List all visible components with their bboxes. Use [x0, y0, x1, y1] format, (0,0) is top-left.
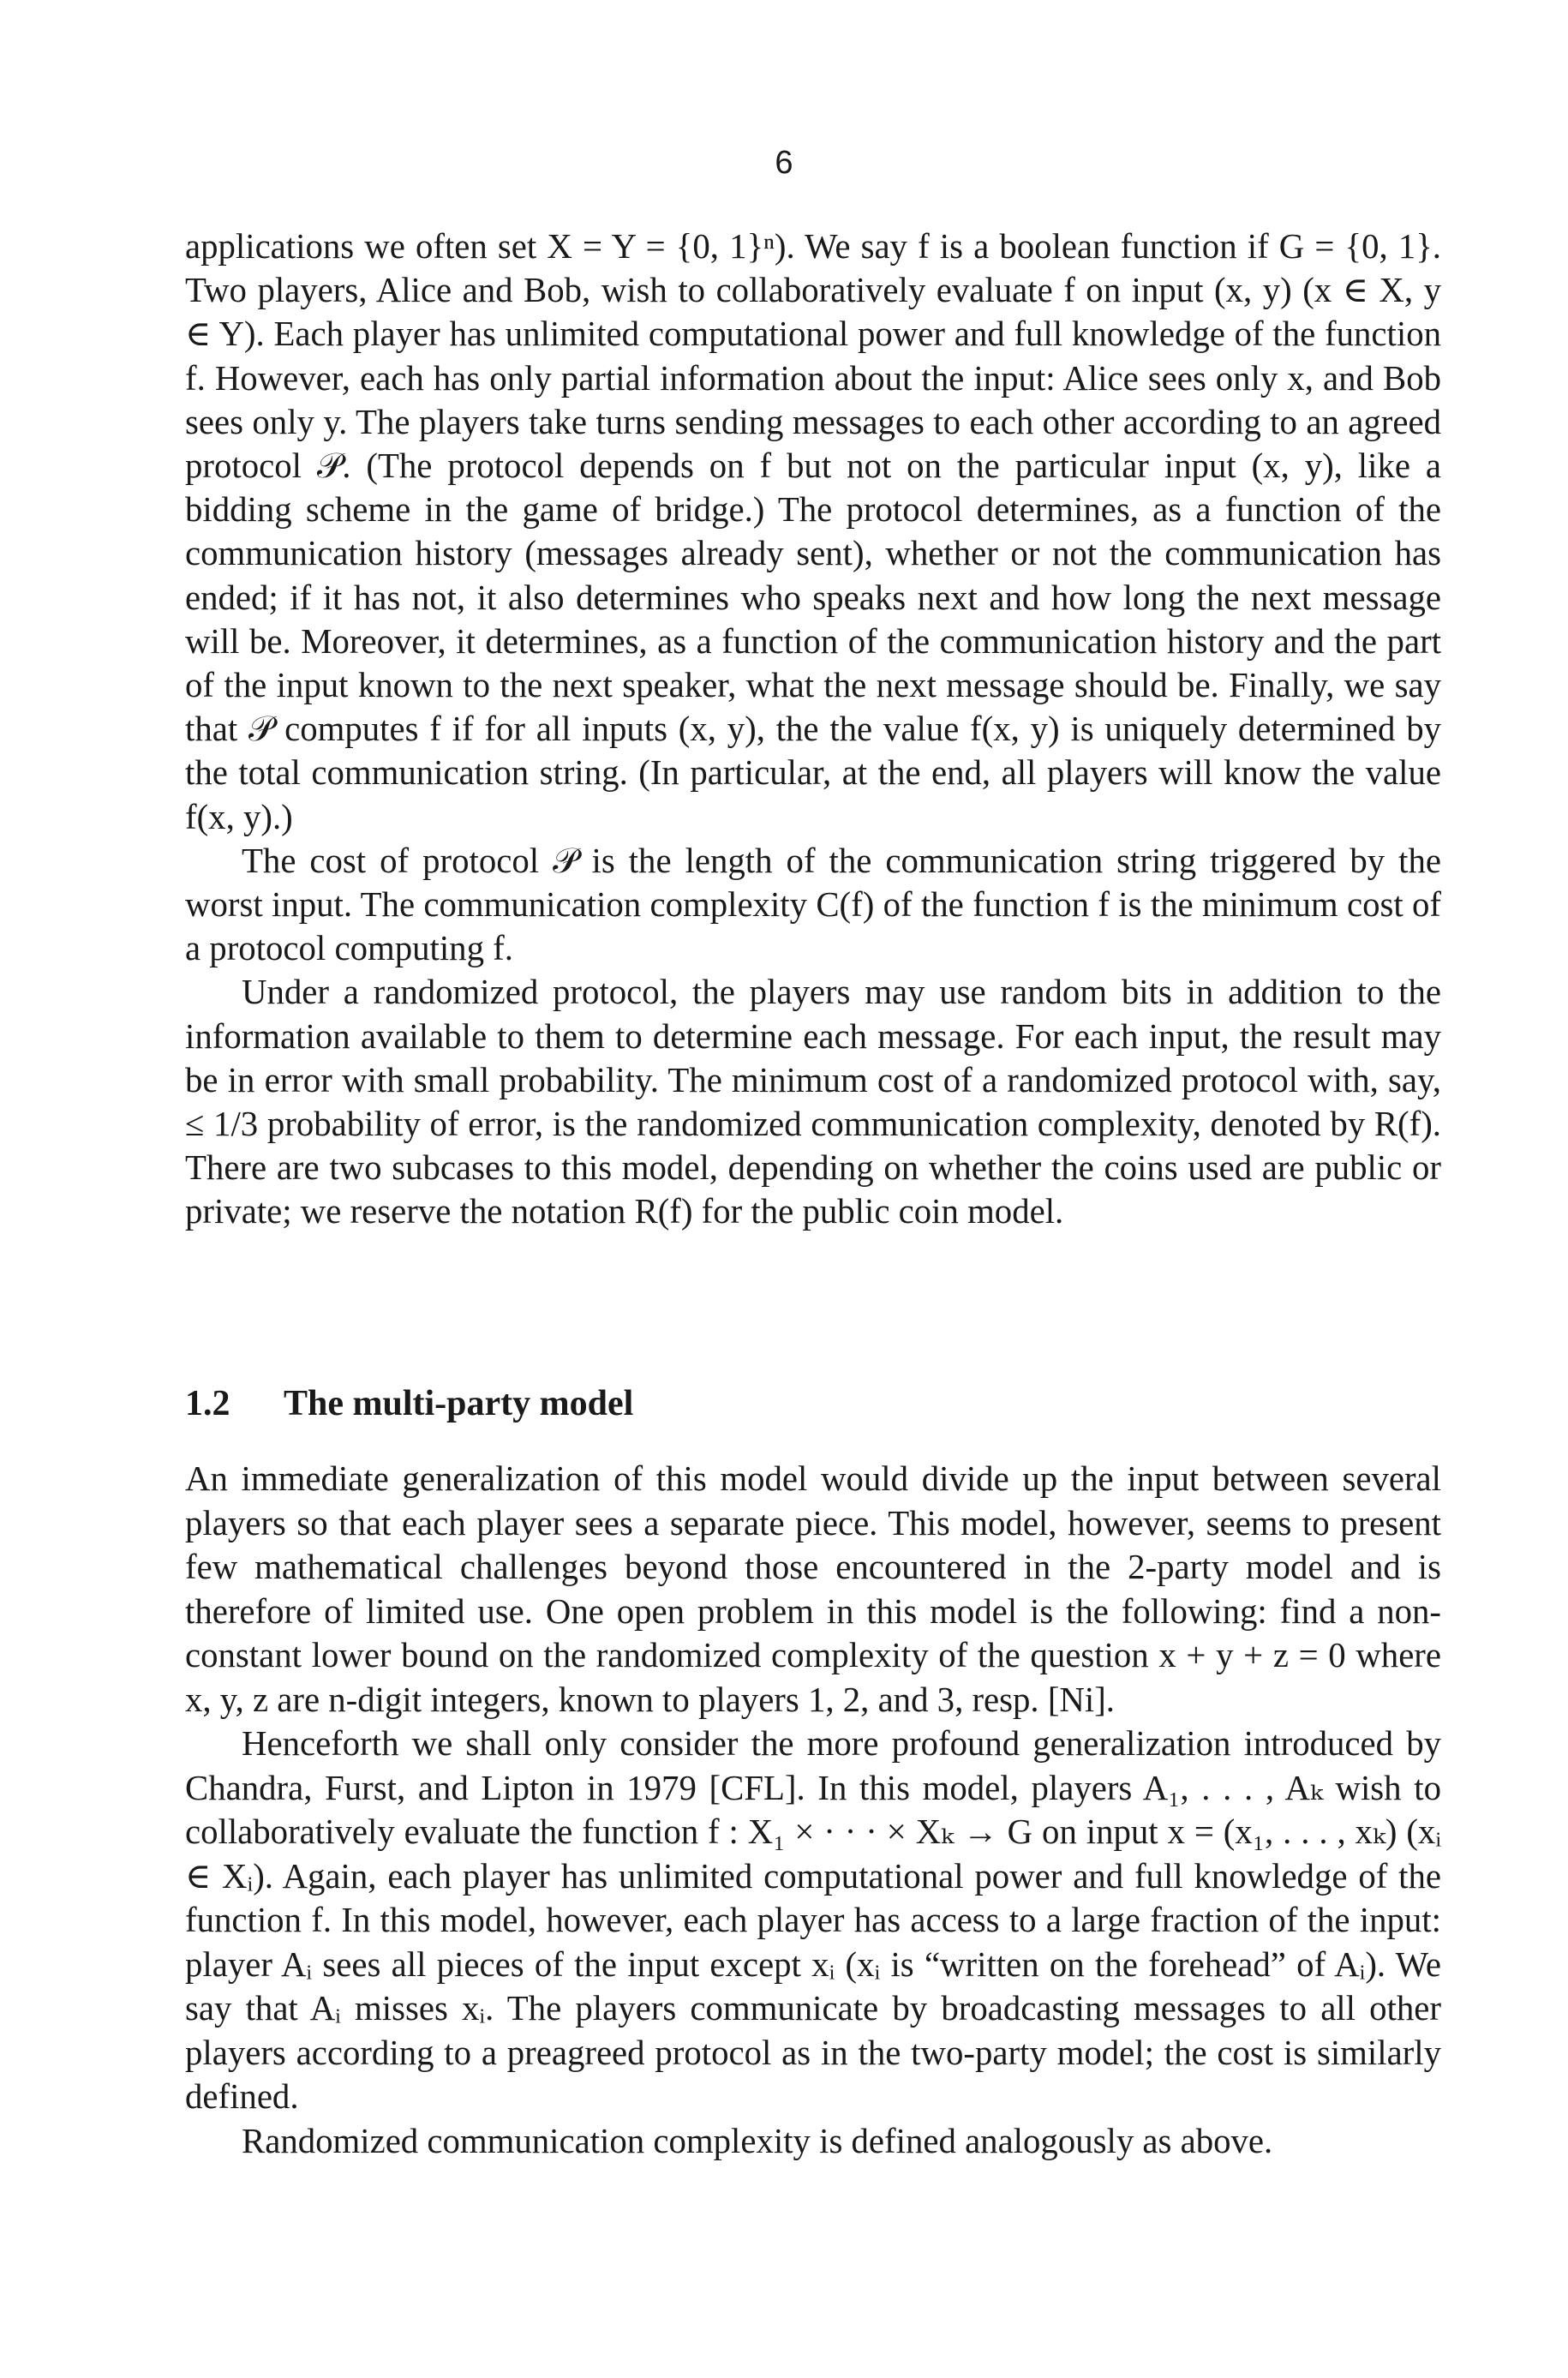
section-title: The multi-party model [284, 1384, 634, 1423]
section-heading [185, 1381, 633, 1426]
body-text-top [185, 225, 1441, 1234]
paragraph: Henceforth we shall only consider the more profound generalization introduced by Chandra, Furst, and Lipton in 1979 [CFL]. In this model, players A₁, . . . , Aₖ wish to collaboratively evaluate the function f : X₁ × · · · × Xₖ → G on input x = (x₁, . . . , xₖ) (xᵢ ∈ Xᵢ). Again, each player has unlimited computational power and full knowledge of the function f. In this model, however, each player has access to a large fraction of the input: player Aᵢ sees all pieces of the input except xᵢ (xᵢ is “written on the forehead” of Aᵢ). We say that Aᵢ misses xᵢ. The players communicate by broadcasting messages to all other players according to a preagreed protocol as in the two-party model; the cost is similarly defined. [185, 1724, 1441, 2116]
section-number: 1.2 [185, 1384, 230, 1423]
paragraph: An immediate generalization of this model would divide up the input between several players so that each player sees a separate piece. This model, however, seems to present few mathematical challenges beyond those encountered in the 2-party model and is therefore of limited use. One open problem in this model is the following: find a non-constant lower bound on the randomized complexity of the question x + y + z = 0 where x, y, z are n-digit integers, known to players 1, 2, and 3, resp. [Ni]. [185, 1459, 1441, 1719]
body-text-bottom [185, 1457, 1441, 2163]
paragraph: applications we often set X = Y = {0, 1}ⁿ). We say f is a boolean function if G = {0, 1}. Two players, Alice and Bob, wish to collaboratively evaluate f on input (x, y) (x ∈ X, y ∈ Y). Each player has unlimited computational power and full knowledge of the function f. However, each has only partial information about the input: Alice sees only x, and Bob sees only y. The players take turns sending messages to each other according to an agreed protocol 𝒫. (The protocol depends on f but not on the particular input (x, y), like a bidding scheme in the game of bridge.) The protocol determines, as a function of the communication history (messages already sent), whether or not the communication has ended; if it has not, it also determines who speaks next and how long the next message will be. Moreover, it determines, as a function of the communication history and the part of the input known to the next speaker, what the next message should be. Finally, we say that 𝒫 computes f if for all inputs (x, y), the the value f(x, y) is uniquely determined by the total communication string. (In particular, at the end, all players will know the value f(x, y).) [185, 227, 1441, 836]
paragraph: Under a randomized protocol, the players may use random bits in addition to the information available to them to determine each message. For each input, the result may be in error with small probability. The minimum cost of a randomized protocol with, say, ≤ 1/3 probability of error, is the randomized communication complexity, denoted by R(f). There are two subcases to this model, depending on whether the coins used are public or private; we reserve the notation R(f) for the public coin model. [185, 973, 1441, 1231]
paragraph: The cost of protocol 𝒫 is the length of the communication string triggered by the worst input. The communication complexity C(f) of the function f is the minimum cost of a protocol computing f. [185, 841, 1441, 968]
paragraph: Randomized communication complexity is defined analogously as above. [242, 2121, 1273, 2160]
page-number: 6 [775, 145, 793, 181]
